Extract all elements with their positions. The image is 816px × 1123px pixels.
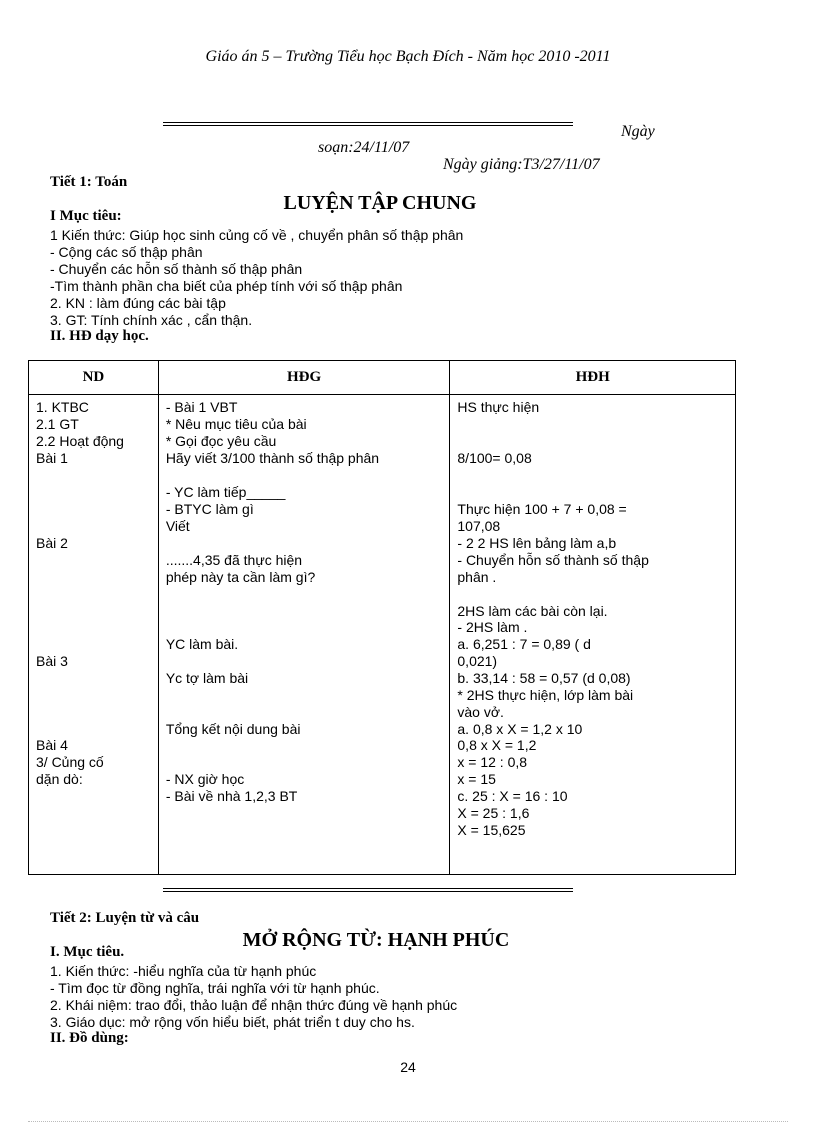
- hdg-line: YC làm bài.: [165, 636, 239, 652]
- objective-line: - Cộng các số thập phân: [50, 244, 203, 260]
- hdh-line: - Chuyển hỗn số thành số thập: [457, 552, 649, 568]
- hdg-line: Viết: [165, 518, 190, 534]
- table-header-row: [29, 361, 736, 395]
- table-row: [29, 395, 736, 875]
- hdg-line: - BTYC làm gì: [165, 501, 254, 517]
- hdg-line: .......4,35 đã thực hiện: [165, 552, 303, 568]
- hdg-line: - NX giờ học: [165, 771, 245, 787]
- hdg-line: Yc tợ làm bài: [165, 670, 249, 686]
- nd-line: dặn dò:: [36, 771, 83, 787]
- objective-line: -Tìm thành phần cha biết của phép tính với số thập phân: [50, 278, 403, 294]
- hdh-line: HS thực hiện: [457, 399, 540, 415]
- hdh-line: Thực hiện 100 + 7 + 0,08 =: [457, 501, 627, 517]
- hdg-line: phép này ta cần làm gì?: [165, 569, 316, 585]
- hdh-line: c. 25 : X = 16 : 10: [457, 788, 568, 804]
- hdh-line: * 2HS thực hiện, lớp làm bài: [457, 687, 634, 703]
- hdg-line: - Bài 1 VBT: [165, 399, 238, 415]
- nd-line: 1. KTBC: [36, 399, 89, 415]
- divider-top: [163, 122, 573, 126]
- hdh-line: 8/100= 0,08: [457, 450, 532, 466]
- lesson2-objectives-heading: I. Mục tiêu.: [50, 944, 125, 960]
- hdh-line: a. 0,8 x X = 1,2 x 10: [457, 721, 583, 737]
- lesson1-objectives-heading: I Mục tiêu:: [50, 208, 122, 224]
- lesson-plan-table: [28, 360, 736, 875]
- date-label: Ngày: [621, 123, 655, 140]
- nd-line: 3/ Củng cố: [36, 754, 104, 770]
- lesson2-materials-heading: II. Đồ dùng:: [50, 1030, 129, 1046]
- objective-line: 2. Khái niệm: trao đổi, thảo luận để nhận thức đúng về hạnh phúc: [50, 997, 458, 1013]
- hdh-line: - 2 2 HS lên bảng làm a,b: [457, 535, 617, 551]
- hdh-line: phân .: [457, 569, 497, 585]
- hdh-line: x = 15: [457, 771, 496, 787]
- hdh-line: a. 6,251 : 7 = 0,89 ( d: [457, 636, 591, 652]
- hdg-line: - Bài về nhà 1,2,3 BT: [165, 788, 298, 804]
- objective-line: 2. KN : làm đúng các bài tập: [50, 295, 226, 311]
- column-header-hdg: HĐG: [158, 361, 450, 395]
- lesson1-objectives: [50, 227, 463, 329]
- nd-line: Bài 2: [36, 535, 68, 551]
- lesson2-objectives: [50, 963, 457, 1031]
- hdh-line: 107,08: [457, 518, 501, 534]
- prep-date: soạn:24/11/07: [318, 139, 410, 156]
- nd-line: 2.1 GT: [36, 416, 79, 432]
- hdg-line: - YC làm tiếp_____: [165, 484, 286, 500]
- lesson2-title: MỞ RỘNG TỪ: HẠNH PHÚC: [242, 929, 510, 951]
- hdh-line: 0,021): [457, 653, 498, 669]
- hdg-line: Tổng kết nội dung bài: [165, 721, 301, 737]
- nd-line: 2.2 Hoạt động: [36, 433, 124, 449]
- objective-line: 3. Giáo dục: mở rộng vốn hiểu biết, phát triển t duy cho hs.: [50, 1014, 415, 1030]
- teaching-date: Ngày giảng:T3/27/11/07: [443, 156, 600, 173]
- hdh-line: X = 15,625: [457, 822, 526, 838]
- lesson1-title: LUYỆN TẬP CHUNG: [283, 192, 477, 214]
- lesson1-activities-heading: II. HĐ dạy học.: [50, 328, 149, 344]
- nd-line: Bài 4: [36, 737, 68, 753]
- hdg-line: * Nêu mục tiêu của bài: [165, 416, 307, 432]
- hdh-line: X = 25 : 1,6: [457, 805, 530, 821]
- objective-line: - Tìm đọc từ đồng nghĩa, trái nghĩa với từ hạnh phúc.: [50, 980, 380, 996]
- nd-line: Bài 1: [36, 450, 68, 466]
- objective-line: 3. GT: Tính chính xác , cẩn thận.: [50, 312, 253, 328]
- hdh-line: vào vở.: [457, 704, 504, 720]
- divider-middle: [163, 888, 573, 892]
- hdh-line: 0,8 x X = 1,2: [457, 737, 537, 753]
- lesson2-heading: Tiết 2: Luyện từ và câu: [50, 910, 200, 926]
- hdg-line: * Gọi đọc yêu cầu: [165, 433, 277, 449]
- hdg-line: Hãy viết 3/100 thành số thập phân: [165, 450, 380, 466]
- page-number: 24: [400, 1059, 416, 1075]
- page-header: Giáo án 5 – Trường Tiểu học Bạch Đích - Năm học 2010 -2011: [205, 48, 611, 65]
- hdh-line: x = 12 : 0,8: [457, 754, 528, 770]
- nd-line: Bài 3: [36, 653, 68, 669]
- page-bottom-divider: [28, 1121, 788, 1122]
- column-header-hdh: HĐH: [450, 361, 736, 395]
- objective-line: 1. Kiến thức: -hiểu nghĩa của từ hạnh phúc: [50, 963, 317, 979]
- column-header-nd: ND: [29, 361, 159, 395]
- hdh-line: - 2HS làm .: [457, 619, 528, 635]
- objective-line: 1 Kiến thức: Giúp học sinh củng cố về , chuyển phân số thập phân: [50, 227, 464, 243]
- hdh-line: b. 33,14 : 58 = 0,57 (d 0,08): [457, 670, 631, 686]
- cell-hdg: [158, 395, 450, 875]
- cell-hdh: [450, 395, 736, 875]
- cell-nd: [29, 395, 159, 875]
- lesson1-heading: Tiết 1: Toán: [50, 174, 128, 190]
- hdh-line: 2HS làm các bài còn lại.: [457, 603, 608, 619]
- objective-line: - Chuyển các hỗn số thành số thập phân: [50, 261, 303, 277]
